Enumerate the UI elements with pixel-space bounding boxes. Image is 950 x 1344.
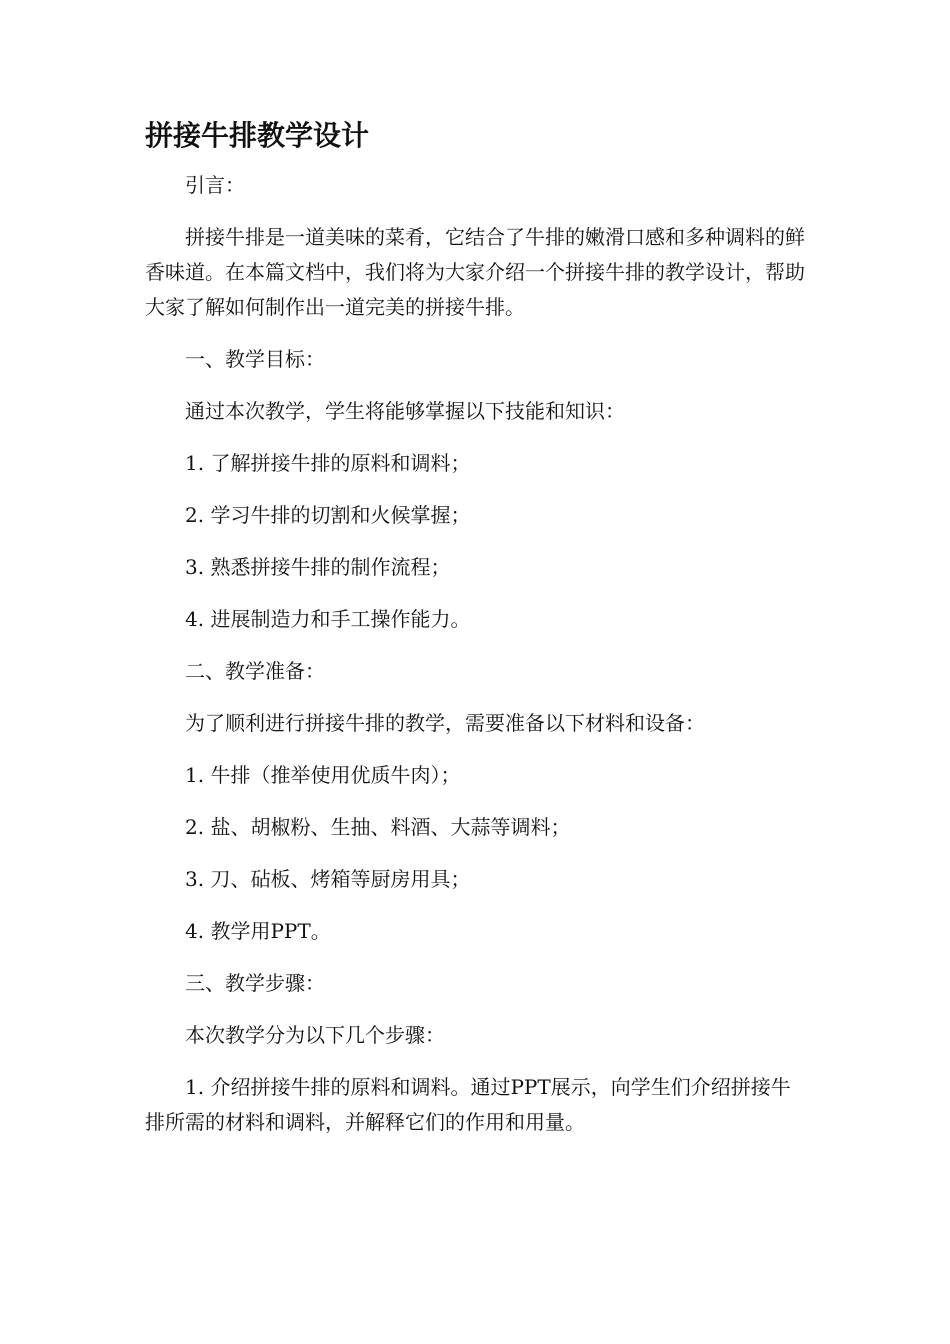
list-item: 3. 刀、砧板、烤箱等厨房用具；: [185, 867, 471, 891]
list-item: 3. 熟悉拼接牛排的制作流程；: [185, 555, 451, 579]
list-item: 2. 学习牛排的切割和火候掌握；: [185, 503, 471, 527]
list-item: 1. 了解拼接牛排的原料和调料；: [185, 451, 471, 475]
paragraph-intro-heading: 引言：: [185, 173, 245, 197]
list-item: 2. 盐、胡椒粉、生抽、料酒、大蒜等调料；: [185, 815, 571, 839]
section-heading-steps: 三、教学步骤：: [185, 971, 325, 995]
paragraph-intro: 拼接牛排是一道美味的菜肴，它结合了牛排的嫩滑口感和多种调料的鲜香味道。在本篇文档中，我们将为大家介绍一个拼接牛排的教学设计，帮助大家了解如何制作出一道完美的拼接牛排。: [145, 225, 805, 319]
document-title: 拼接牛排教学设计: [145, 119, 370, 152]
paragraph-steps-lead: 本次教学分为以下几个步骤：: [185, 1023, 445, 1047]
section-heading-goals: 一、教学目标：: [185, 347, 325, 371]
list-item: 4. 教学用PPT。: [185, 919, 331, 943]
document-body: [145, 168, 805, 1140]
paragraph-preparation-lead: 为了顺利进行拼接牛排的教学，需要准备以下材料和设备：: [185, 711, 705, 735]
paragraph-step-1: 1. 介绍拼接牛排的原料和调料。通过PPT展示，向学生们介绍拼接牛排所需的材料和调料，并解释它们的作用和用量。: [145, 1075, 791, 1134]
section-heading-preparation: 二、教学准备：: [185, 659, 325, 683]
list-item: 4. 进展制造力和手工操作能力。: [185, 607, 471, 631]
paragraph-goals-lead: 通过本次教学，学生将能够掌握以下技能和知识：: [185, 399, 625, 423]
list-item: 1. 牛排（推举使用优质牛肉）；: [185, 763, 461, 787]
